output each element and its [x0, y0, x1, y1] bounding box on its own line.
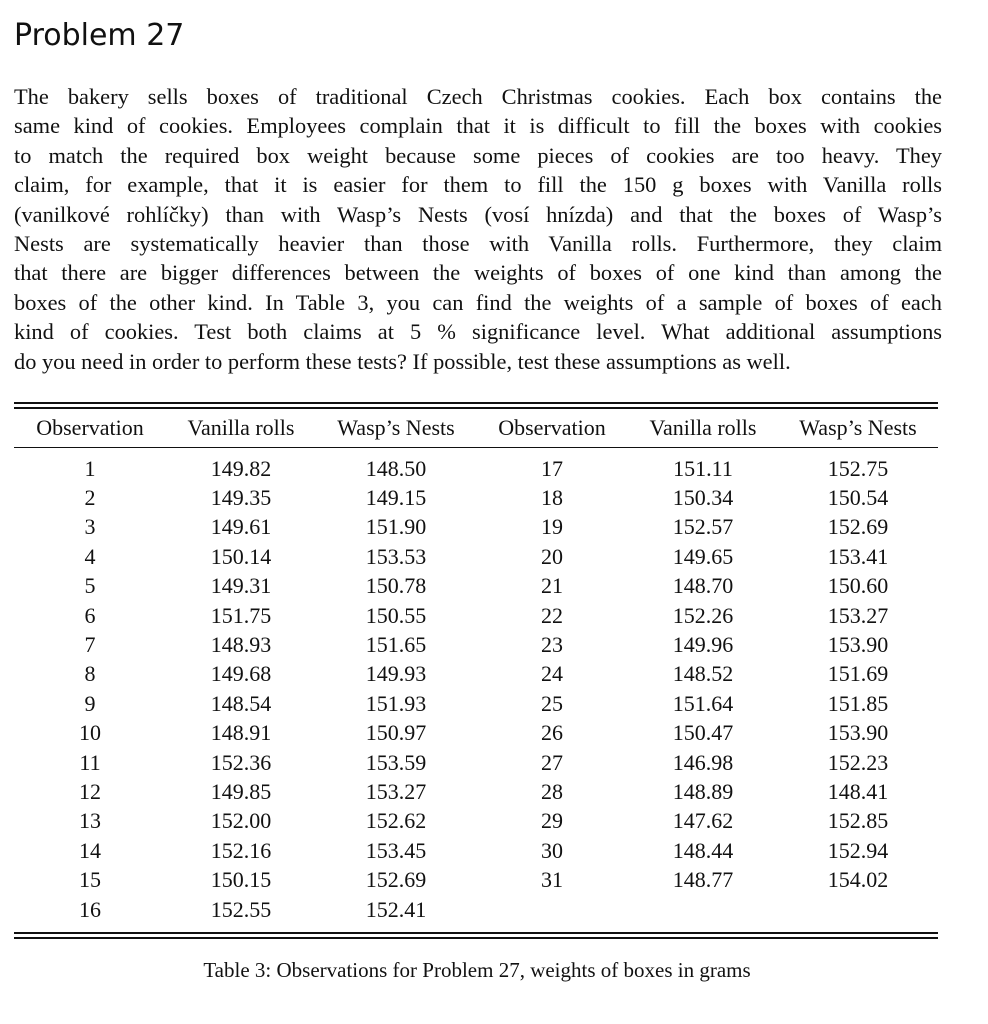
table-cell: 30 — [541, 837, 563, 863]
table-cell: 16 — [79, 896, 101, 922]
table-cell: 153.59 — [365, 749, 427, 775]
table-cell: 153.53 — [365, 543, 427, 569]
table-cell: 2 — [84, 485, 96, 511]
table-cell: 24 — [541, 661, 563, 687]
table-cell: 149.15 — [365, 485, 427, 511]
table-row — [14, 777, 938, 806]
table-cell: 148.52 — [672, 661, 734, 687]
statement-line: same kind of cookies. Employees complain that it is difficult to fill the boxes with cookies — [14, 113, 942, 139]
header-vanilla-rolls: Vanilla rolls — [649, 415, 757, 440]
table-cell: 21 — [541, 573, 563, 599]
table-cell: 4 — [84, 543, 96, 569]
table-cell: 148.44 — [672, 837, 734, 863]
table-cell: 8 — [84, 661, 96, 687]
table-cell: 150.47 — [672, 720, 734, 746]
table-cell: 153.90 — [827, 720, 889, 746]
table-cell: 149.61 — [210, 514, 272, 540]
table-cell: 152.23 — [827, 749, 889, 775]
table-cell — [628, 895, 778, 932]
table-cell: 153.27 — [365, 778, 427, 804]
statement-line: that there are bigger differences between the weights of boxes of one kind than among the — [14, 260, 942, 286]
table-cell: 23 — [541, 632, 563, 658]
table-cell: 152.75 — [827, 455, 889, 481]
table-row — [14, 748, 938, 777]
table-body — [14, 448, 938, 932]
table-row — [14, 630, 938, 659]
statement-line: kind of cookies. Test both claims at 5 % significance level. What additional assumptions — [14, 319, 942, 345]
statement-line: claim, for example, that it is easier for them to fill the 150 g boxes with Vanilla rolls — [14, 172, 942, 198]
table-cell: 149.68 — [210, 661, 272, 687]
table-top-rule — [14, 402, 938, 404]
table-cell: 27 — [541, 749, 563, 775]
table-cell: 148.41 — [827, 778, 889, 804]
header-wasps-nests: Wasp’s Nests — [799, 415, 917, 440]
table-cell — [476, 895, 628, 932]
problem-title: Problem 27 — [14, 18, 185, 53]
table-cell: 150.97 — [365, 720, 427, 746]
table-cell: 13 — [79, 808, 101, 834]
table-cell: 149.96 — [672, 632, 734, 658]
table-cell: 152.55 — [210, 896, 272, 922]
table-cell: 148.54 — [210, 690, 272, 716]
table-cell: 151.75 — [210, 602, 272, 628]
table-cell: 148.93 — [210, 632, 272, 658]
table-cell: 153.27 — [827, 602, 889, 628]
table-cell: 25 — [541, 690, 563, 716]
table-cell: 148.70 — [672, 573, 734, 599]
table-cell: 151.65 — [365, 632, 427, 658]
table-cell: 19 — [541, 514, 563, 540]
table-row — [14, 689, 938, 718]
table-cell: 148.77 — [672, 867, 734, 893]
table-cell: 153.90 — [827, 632, 889, 658]
table-cell: 150.78 — [365, 573, 427, 599]
statement-line: Nests are systematically heavier than those with Vanilla rolls. Furthermore, they claim — [14, 231, 942, 257]
table-cell: 14 — [79, 837, 101, 863]
table-cell: 152.00 — [210, 808, 272, 834]
table-cell: 151.11 — [673, 455, 733, 481]
table-cell: 10 — [79, 720, 101, 746]
table-cell: 152.36 — [210, 749, 272, 775]
problem-statement — [14, 82, 942, 376]
table-cell: 152.69 — [365, 867, 427, 893]
table-row — [14, 542, 938, 571]
table-cell: 146.98 — [672, 749, 734, 775]
table-cell: 151.85 — [827, 690, 889, 716]
table-cell: 7 — [84, 632, 96, 658]
table-cell: 20 — [541, 543, 563, 569]
table-cell: 151.69 — [827, 661, 889, 687]
table-row — [14, 719, 938, 748]
statement-line: The bakery sells boxes of traditional Czech Christmas cookies. Each box contains the — [14, 84, 942, 109]
table-cell: 151.90 — [365, 514, 427, 540]
table-cell: 149.65 — [672, 543, 734, 569]
table-row — [14, 513, 938, 542]
table-cell: 150.60 — [827, 573, 889, 599]
table-cell: 153.41 — [827, 543, 889, 569]
table-cell: 22 — [541, 602, 563, 628]
table-cell: 149.82 — [210, 455, 272, 481]
table-cell — [778, 895, 938, 932]
table-cell: 150.15 — [210, 867, 272, 893]
table-cell: 150.55 — [365, 602, 427, 628]
header-observation: Observation — [36, 415, 144, 440]
table-row — [14, 807, 938, 836]
table-bottom-rule-inner — [14, 932, 938, 934]
table-cell: 152.85 — [827, 808, 889, 834]
table-cell: 3 — [84, 514, 96, 540]
statement-line: do you need in order to perform these tests? If possible, test these assumptions as well. — [14, 348, 791, 374]
table-cell: 153.45 — [365, 837, 427, 863]
table-cell: 154.02 — [827, 867, 889, 893]
table-cell: 149.93 — [365, 661, 427, 687]
table-cell: 18 — [541, 485, 563, 511]
table-row — [14, 895, 938, 932]
table-row — [14, 836, 938, 865]
table-cell: 152.26 — [672, 602, 734, 628]
table-bottom-rule — [14, 937, 938, 939]
table-cell: 149.85 — [210, 778, 272, 804]
statement-line: (vanilkové rohlíčky) than with Wasp’s Nests (vosí hnízda) and that the boxes of Wasp’s — [14, 201, 942, 227]
table-cell: 12 — [79, 778, 101, 804]
table-cell: 148.91 — [210, 720, 272, 746]
table-cell: 150.14 — [210, 543, 272, 569]
table-row — [14, 601, 938, 630]
table-cell: 152.57 — [672, 514, 734, 540]
table-cell: 1 — [84, 455, 96, 481]
table-row — [14, 448, 938, 483]
table-cell: 152.16 — [210, 837, 272, 863]
table-cell: 152.69 — [827, 514, 889, 540]
table-cell: 147.62 — [672, 808, 734, 834]
table-cell: 26 — [541, 720, 563, 746]
table-cell: 151.64 — [672, 690, 734, 716]
table-cell: 152.94 — [827, 837, 889, 863]
table-cell: 17 — [541, 455, 563, 481]
statement-line: boxes of the other kind. In Table 3, you can find the weights of a sample of boxes of each — [14, 289, 942, 315]
table-cell: 28 — [541, 778, 563, 804]
table-cell: 6 — [84, 602, 96, 628]
table-row — [14, 483, 938, 512]
header-vanilla-rolls: Vanilla rolls — [187, 415, 295, 440]
table-cell: 152.62 — [365, 808, 427, 834]
table-cell: 9 — [84, 690, 96, 716]
header-observation: Observation — [498, 415, 606, 440]
statement-line: to match the required box weight because some pieces of cookies are too heavy. They — [14, 142, 942, 168]
header-wasps-nests: Wasp’s Nests — [337, 415, 455, 440]
table-row — [14, 572, 938, 601]
table-header-row — [14, 409, 938, 447]
table-cell: 31 — [541, 867, 563, 893]
observations-table — [14, 409, 938, 932]
table-row — [14, 660, 938, 689]
table-cell: 15 — [79, 867, 101, 893]
table-cell: 150.54 — [827, 485, 889, 511]
table-cell: 151.93 — [365, 690, 427, 716]
table-cell: 149.31 — [210, 573, 272, 599]
table-cell: 148.50 — [365, 455, 427, 481]
table-row — [14, 865, 938, 894]
observations-table-block — [14, 402, 938, 939]
table-cell: 11 — [79, 749, 101, 775]
table-cell: 29 — [541, 808, 563, 834]
table-cell: 5 — [84, 573, 96, 599]
table-cell: 148.89 — [672, 778, 734, 804]
table-cell: 149.35 — [210, 485, 272, 511]
table-caption: Table 3: Observations for Problem 27, weights of boxes in grams — [203, 958, 751, 982]
table-cell: 150.34 — [672, 485, 734, 511]
table-cell: 152.41 — [365, 896, 427, 922]
